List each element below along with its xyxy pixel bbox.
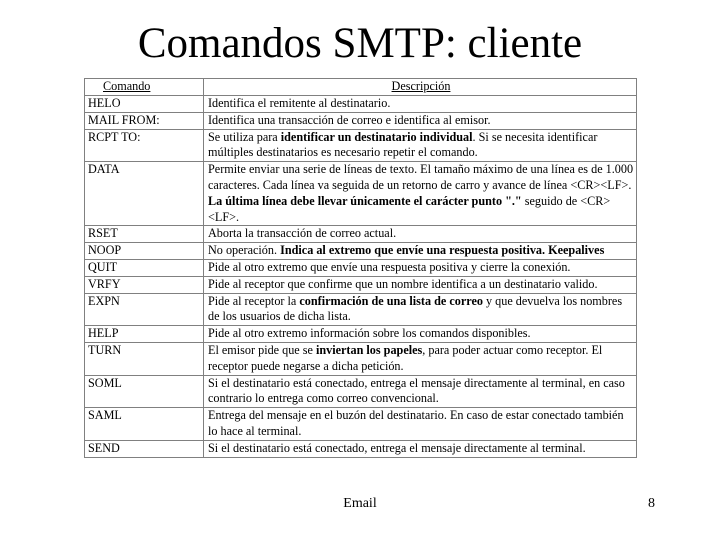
table-row	[85, 96, 637, 113]
description-text: Identifica el remitente al destinatario.	[208, 96, 391, 110]
table-row	[85, 129, 637, 162]
command-cell: RSET	[85, 226, 204, 243]
table-row	[85, 440, 637, 457]
description-bold-text: La última línea debe llevar únicamente el carácter punto "."	[208, 193, 522, 208]
description-cell	[204, 375, 637, 408]
description-text: Entrega del mensaje en el buzón del destinatario. En caso de estar conectado también lo hace al terminal.	[208, 408, 624, 438]
description-text: Pide al otro extremo que envíe una respuesta positiva y cierre la conexión.	[208, 259, 571, 274]
description-bold-text: identificar un destinatario individual	[280, 129, 473, 144]
description-cell	[204, 342, 637, 375]
command-cell: RCPT TO:	[85, 129, 204, 162]
description-text: Se utiliza para	[208, 129, 281, 144]
description-text: seguido de <CR><LF>.	[208, 193, 611, 224]
command-cell: VRFY	[85, 276, 204, 293]
description-cell	[204, 226, 637, 243]
table-row	[85, 226, 637, 243]
table-row	[85, 326, 637, 343]
description-text: Si el destinatario está conectado, entrega el mensaje directamente al terminal.	[208, 440, 586, 455]
command-cell: HELP	[85, 326, 204, 343]
description-cell	[204, 326, 637, 343]
table-row	[85, 342, 637, 375]
description-text: No operación.	[208, 243, 281, 258]
description-cell	[204, 440, 637, 457]
table-body	[85, 96, 637, 458]
description-bold-text: confirmación de una lista de correo	[299, 293, 483, 308]
header-description: Descripción	[204, 79, 637, 96]
page-number: 8	[648, 496, 655, 511]
command-cell: SOML	[85, 375, 204, 408]
table-row	[85, 408, 637, 441]
description-cell	[204, 129, 637, 162]
description-text: y que devuelva los nombres de los usuarios de dicha lista.	[208, 293, 623, 324]
table-row	[85, 243, 637, 260]
description-text: , para poder actuar como receptor. El receptor puede negarse a dicha petición.	[208, 342, 603, 373]
command-cell: EXPN	[85, 293, 204, 326]
command-cell: DATA	[85, 162, 204, 226]
description-text: Aborta la transacción de correo actual.	[208, 226, 397, 241]
slide-title: Comandos SMTP: cliente	[137, 20, 583, 67]
description-cell	[204, 259, 637, 276]
table-row	[85, 112, 637, 129]
table-row	[85, 293, 637, 326]
description-bold-text: inviertan los papeles	[315, 342, 423, 357]
description-cell	[204, 408, 637, 441]
description-cell	[204, 112, 637, 129]
description-text: . Si se necesita identificar múltiples destinatarios es necesario repetir el comando.	[208, 129, 598, 160]
description-cell	[204, 162, 637, 226]
description-cell	[204, 293, 637, 326]
description-bold-text: Indica al extremo que envíe una respuesta positiva. Keepalives	[280, 243, 605, 258]
description-text: Permite enviar una serie de líneas de texto. El tamaño máximo de una línea es de 1.000 caracteres. Cada línea va seguida de un retorno de carro y avance de línea <CR><LF>.	[208, 162, 634, 192]
command-cell: MAIL FROM:	[85, 112, 204, 129]
command-cell: NOOP	[85, 243, 204, 260]
description-cell	[204, 276, 637, 293]
header-command: Comando	[85, 79, 204, 96]
command-cell: QUIT	[85, 259, 204, 276]
description-text: Pide al receptor que confirme que un nombre identifica a un destinatario valido.	[208, 276, 598, 291]
command-cell: HELO	[85, 96, 204, 113]
description-text: Identifica una transacción de correo e identifica al emisor.	[208, 112, 491, 127]
table-row	[85, 259, 637, 276]
smtp-commands-table	[84, 78, 637, 458]
footer-label: Email	[343, 496, 377, 511]
command-cell: SAML	[85, 408, 204, 441]
command-cell: TURN	[85, 342, 204, 375]
table-row	[85, 276, 637, 293]
description-cell	[204, 243, 637, 260]
description-text: Pide al otro extremo información sobre los comandos disponibles.	[208, 326, 531, 341]
table-row	[85, 162, 637, 226]
table-header-row	[85, 79, 637, 96]
description-cell	[204, 96, 637, 113]
table-row	[85, 375, 637, 408]
description-text: Pide al receptor la	[208, 293, 300, 308]
command-cell: SEND	[85, 440, 204, 457]
description-text: El emisor pide que se	[208, 342, 316, 357]
description-text: Si el destinatario está conectado, entrega el mensaje directamente al terminal, en caso contrario lo entrega como correo convencional.	[208, 375, 625, 406]
